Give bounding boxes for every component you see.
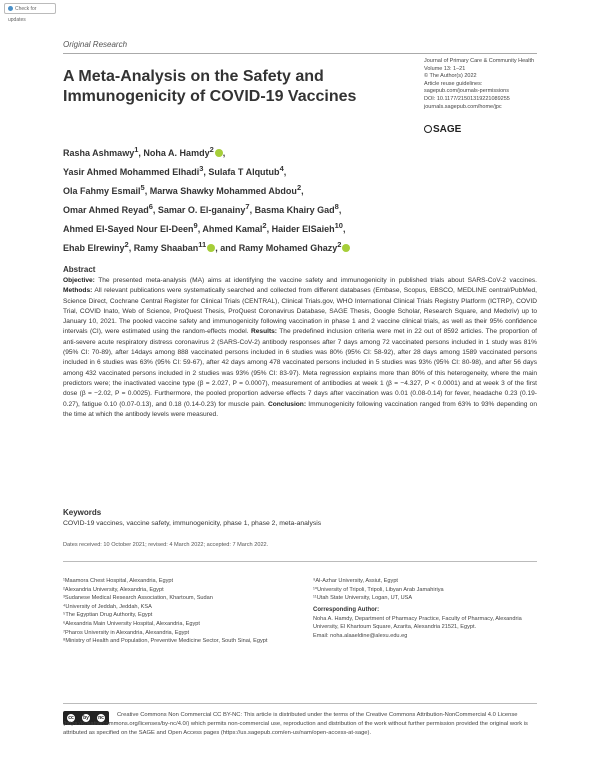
author: Sulafa T Alqutub$^4$ — [208, 164, 284, 177]
keywords-heading: Keywords — [63, 508, 102, 517]
affiliation: ⁴University of Jeddah, Jeddah, KSA — [63, 603, 152, 610]
orcid-icon[interactable] — [215, 149, 223, 157]
affiliation: ¹¹Utah State University, Logan, UT, USA — [313, 595, 413, 602]
nc-icon: nc — [96, 713, 106, 723]
affiliation: ⁸Ministry of Health and Population, Preventive Medicine Sector, South Sinai, Egypt — [63, 638, 268, 645]
corresponding-email[interactable]: Email: noha.alaaeldine@alexu.edu.eg — [313, 632, 408, 639]
orcid-icon[interactable] — [207, 244, 215, 252]
author: Ola Fahmy Esmail$^5$ — [63, 183, 145, 196]
corresponding-address: Noha A. Hamdy, Department of Pharmacy Practice, Faculty of Pharmacy, Alexandria University, El Khartoum Square, Azarita, Alexandria 21521, Egypt. — [313, 616, 522, 631]
affiliations-divider — [63, 561, 537, 562]
affiliation: ³Sudanese Medical Research Association, Khartoum, Sudan — [63, 595, 213, 602]
conclusion-text: Immunogenicity following vaccination ranged from 63% to 93% depending on the time at which the antibody levels were measured. — [63, 400, 537, 418]
affiliation: ⁹Al-Azhar University, Assiut, Egypt — [313, 578, 398, 584]
by-icon: by — [81, 713, 91, 723]
author: Noha A. Hamdy$^2$ — [143, 148, 222, 158]
copyright: © The Author(s) 2022 — [424, 73, 477, 80]
objective-label: Objective: — [63, 277, 95, 284]
author: Haider ElSaieh$^{10}$ — [271, 221, 343, 234]
update-icon — [8, 6, 13, 11]
affiliations-left — [63, 577, 293, 646]
license-text: Creative Commons Non Commercial CC BY-NC: This article is distributed under the terms of the Creative Commons Attribution-NonCommercial 4.0 License (https://creativecommons.org/licenses/by-nc/4.0/) which permits non-commercial use, reproduction and distribution of the work without further permission provided the original work is attributed as specified on the SAGE and Open Access pages (https://us.sagepub.com/en-us/nam/open-access-at-sage). — [63, 712, 528, 736]
author: Ahmed Kamal$^2$ — [202, 221, 267, 234]
corresponding-author — [313, 615, 538, 640]
results-label: Results: — [250, 328, 277, 336]
author: Ahmed El-Sayed Nour El-Deen$^9$ — [63, 221, 198, 234]
affiliations-right — [313, 577, 543, 603]
permissions-link[interactable]: sagepub.com/journals-permissions — [424, 88, 509, 95]
author: Omar Ahmed Reyad$^6$ — [63, 202, 153, 215]
abstract-heading: Abstract — [63, 265, 96, 274]
methods-label: Methods: — [63, 287, 93, 295]
publisher-logo: SAGE — [424, 124, 461, 135]
author: Samar O. El-ganainy$^7$ — [157, 202, 250, 215]
journal-home-link[interactable]: journals.sagepub.com/home/jpc — [424, 103, 502, 110]
affiliation: ²Alexandria University, Alexandria, Egypt — [63, 586, 164, 593]
journal-volume: Volume 13: 1–21 — [424, 65, 466, 72]
reuse-guidelines: Article reuse guidelines: — [424, 80, 483, 87]
author: and Ramy Mohamed Ghazy$^2$ — [220, 243, 350, 253]
check-for-updates-badge[interactable]: Check for updates — [4, 3, 56, 14]
doi[interactable]: DOI: 10.1177/21501319221089255 — [424, 95, 510, 102]
sage-logo-icon — [424, 125, 432, 133]
author: Yasir Ahmed Mohammed Elhadi$^3$ — [63, 164, 204, 177]
author: Ramy Shaaban$^{11}$ — [134, 243, 215, 253]
journal-name: Journal of Primary Care & Community Health — [424, 58, 535, 64]
affiliation: ⁵The Egyptian Drug Authority, Egypt — [63, 612, 153, 619]
author: Basma Khairy Gad$^8$ — [254, 202, 339, 215]
conclusion-label: Conclusion: — [267, 400, 307, 408]
cc-icon: cc — [66, 713, 76, 723]
objective-text: The presented meta-analysis (MA) aims at identifying the vaccine safety and immunogenicity in published trials about SARS-CoV-2 vaccines. — [98, 277, 538, 284]
orcid-icon[interactable] — [342, 244, 350, 252]
affiliation: ⁷Pharos University in Alexandria, Alexandria, Egypt — [63, 629, 190, 636]
header-divider — [63, 53, 537, 54]
abstract-text — [63, 276, 537, 420]
journal-info — [424, 58, 574, 111]
dates-line: Dates received: 10 October 2021; revised: 4 March 2022; accepted: 7 March 2022. — [63, 542, 269, 548]
section-label: Original Research — [63, 40, 128, 49]
affiliation: ¹⁰University of Tripoli, Tripoli, Libyan Arab Jamahiriya — [313, 586, 444, 593]
methods-text: All relevant publications were systematically searched and collected from different databases (Embase, Scopus, EBSCO, MEDLINE central/PubMed, Science Direct, Cochrane Central Register for Clinical Trials (CENTRAL), Clinical Trials.gov, WHO International Clinical Trials Registry Platform (ICTRP), COVID Trial, COVID Inato, Web of Science, ProQuest Thesis, ProQuest Coronavirus Database, SAGE Thesis, Google Scholar, Research Square, and Medxriv) up to January 10, 2021. The pooled vaccine safety and immunogenicity following vaccination in phase 1 and 2 vaccine clinical trials, as well as their 95% confidence intervals (CI), were estimated using the random-effects model. — [63, 287, 537, 336]
author: Ehab Elrewiny$^2$ — [63, 240, 129, 253]
author-list: Rasha Ashmawy$^1$, Noha A. Hamdy$^2$ , Yasir Ahmed Mohammed Elhadi$^3$, Sulafa T Alqutub$^4$, Ola Fahmy Esmail$^5$, Marwa Shawky Mohammed Abdou$^2$, Omar Ahmed Reyad$^6$, Samar O. El-ganainy$^7$, Basma Khairy Gad$^8$, Ahmed El-Sayed Nour El-Deen$^9$, Ahmed Kamal$^2$, Haider ElSaieh$^{10}$, Ehab Elrewiny$^2$, Ramy Shaaban$^{11}$ , and Ramy Mohamed Ghazy$^2$ — [63, 142, 483, 256]
corresponding-heading: Corresponding Author: — [313, 607, 380, 613]
keywords-list: COVID-19 vaccines, vaccine safety, immunogenicity, phase 1, phase 2, meta-analysis — [63, 520, 322, 527]
author: Rasha Ashmawy$^1$ — [63, 145, 139, 158]
affiliation: ⁶Alexandria Main University Hospital, Alexandria, Egypt — [63, 620, 200, 627]
author: Marwa Shawky Mohammed Abdou$^2$ — [149, 183, 302, 196]
footer-divider — [63, 703, 537, 704]
results-text: The predefined inclusion criteria were met in 22 out of 8592 articles. The proportion of anti-severe acute respiratory distress coronavirus 2 (SARS-CoV-2) antibody responses after 7 days among 72 vaccinated persons included in 1 study was 81% (95% CI: 70-89), after 14days among 888 vaccinated persons included in 6 studies was 80% (95% CI: 58-92), after 28 days among 1589 vaccinated persons included in 6 studies was 63% (95% CI: 59-67), after 42 days among 478 vaccinated persons included in 5 studies was 93% (95% CI: 80-98), and after 56 days among 432 vaccinated persons included in 2 studies was 93% (95% CI: 83-97). Meta regression explains more than 80% of this heterogeneity, where the main predictors were; the inactivated vaccine type (β = 2.027, P = 0.0007), measurement of antibodies at week 1 (β = −4.327, P < 0.0001) and at week 3 of the first dose (β = −2.02, P = 0.0025). Furthermore, the pooled proportion adverse effects 7 days after vaccination was 0.01 (0.08-0.14) for fever, headache 0.23 (0.19-0.27), fatigue 0.10 (0.07-0.13), and 0.18 (0.14-0.23) for muscle pain. — [63, 328, 537, 408]
affiliation: ¹Maamora Chest Hospital, Alexandria, Egypt — [63, 578, 174, 584]
article-title: A Meta-Analysis on the Safety and Immunogenicity of COVID-19 Vaccines — [63, 68, 357, 105]
